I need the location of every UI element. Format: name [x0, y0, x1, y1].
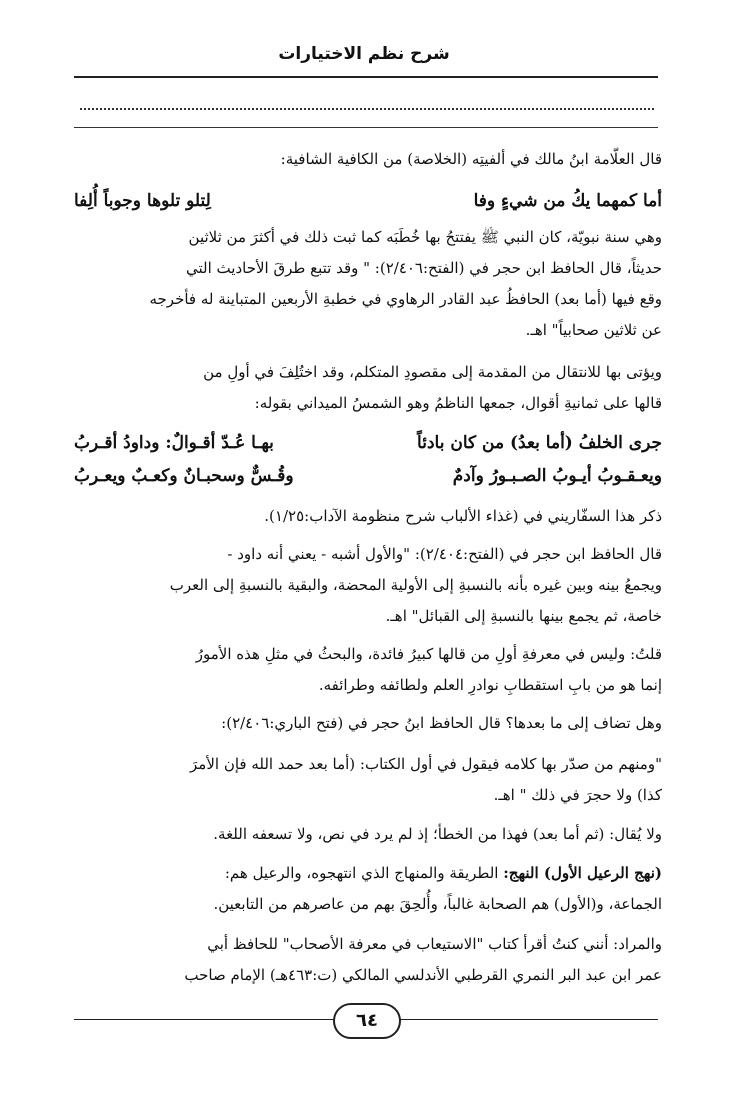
- term-definition: الطريقة والمنهاج الذي انتهجوه، والرعيل هم:: [224, 864, 504, 882]
- paragraph-7-line-2: كذا) ولا حجرَ في ذلك " اهـ.: [493, 786, 662, 804]
- term-heading: (نهج الرعيل الأول) النهج:: [503, 864, 662, 882]
- paragraph-10-line-1: والمراد: أنني كنتُ أقرأ كتاب "الاستيعاب في معرفة الأصحاب" للحافظ أبي: [207, 935, 662, 953]
- verse-3-second-hemistich: وقُـسٌّ وسحبـانٌ وكعـبٌ ويعـربُ: [74, 466, 294, 486]
- running-header: شرح نظم الاختيارات: [278, 44, 450, 64]
- paragraph-8: ولا يُقال: (ثم أما بعد) فهذا من الخطأ؛ إذ لم يرد في نص، ولا تسعفه اللغة.: [213, 825, 662, 843]
- paragraph-2-line-1: ويؤتى بها للانتقال من المقدمة إلى مقصودِ المتكلم، وقد اختُلِفَ في أولِ من: [203, 363, 662, 381]
- paragraph-9-line-2: الجماعة، و(الأول) هم الصحابة غالباً، وأُلحِقَ بهم من عاصرهم من التابعين.: [213, 895, 662, 913]
- paragraph-3: ذكر هذا السفّاريني في (غذاء الألباب شرح منظومة الآداب:١/٢٥).: [264, 507, 662, 525]
- paragraph-6: وهل تضاف إلى ما بعدها؟ قال الحافظ ابنُ حجر في (فتح الباري:٢/٤٠٦):: [221, 714, 662, 732]
- paragraph-7-line-1: "ومنهم من صدّر بها كلامه فيقول في أول الكتاب: (أما بعد حمد الله فإن الأمرَ: [190, 755, 662, 773]
- separator-line: [74, 127, 658, 128]
- header-rule: [74, 76, 658, 78]
- dotted-separator: [80, 108, 654, 110]
- paragraph-9-line-1: [74, 864, 662, 882]
- paragraph-10-line-2: عمر ابن عبد البر النمري القرطبي الأندلسي المالكي (ت:٤٦٣هـ) الإمام صاحب: [184, 966, 662, 984]
- paragraph-1-line-1: وهي سنة نبويّة، كان النبي ﷺ يفتتحُ بها خُطَبَه كما ثبت ذلك في أكثرَ من ثلاثين: [188, 228, 662, 246]
- paragraph-2-line-2: قالها على ثمانيةِ أقوال، جمعها الناظمُ وهو الشمسُ الميداني بقوله:: [254, 394, 662, 412]
- page-number: ٦٤: [333, 1003, 401, 1039]
- paragraph-4-line-1: قال الحافظ ابن حجر في (الفتح:٢/٤٠٤): "والأول أشبه - يعني أنه داود -: [227, 545, 662, 563]
- paragraph-5-line-2: إنما هو من بابِ استقطابِ نوادرِ العلم ولطائفه وطرائفه.: [318, 676, 662, 694]
- verse-1-first-hemistich: أما كمهما يكُ من شيءٍ وفا: [473, 191, 662, 211]
- paragraph-5-line-1: قلتُ: وليس في معرفةِ أولِ من قالها كبيرُ فائدة، والبحثُ في مثلِ هذه الأمورُ: [195, 645, 662, 663]
- paragraph-1-line-3: وقع فيها (أما بعد) الحافظُ عبد القادر الرهاوي في خطبةِ الأربعين المتباينة له فأخرجه: [149, 290, 662, 308]
- intro-line: قال العلّامة ابنُ مالك في ألفيتِه (الخلاصة) من الكافية الشافية:: [280, 150, 662, 168]
- paragraph-1-line-2: حديثاً، قال الحافظ ابن حجر في (الفتح:٢/٤٠٦): " وقد تتبع طرقَ الأحاديث التي: [186, 259, 662, 277]
- verse-1-second-hemistich: لِتلو تلوها وجوباً أُلِفا: [74, 191, 211, 211]
- verse-3-first-hemistich: ويعـقـوبُ أيـوبُ الصـبـورُ وآدمٌ: [452, 466, 662, 486]
- verse-2-second-hemistich: بهـا عُـدّ أقـوالٌ: وداودُ أقـربُ: [74, 433, 274, 453]
- paragraph-4-line-3: خاصة، ثم يجمع بينها بالنسبةِ إلى القبائل" اهـ.: [385, 607, 662, 625]
- paragraph-4-line-2: ويجمعُ بينه وبين غيره بأنه بالنسبةِ إلى الأولية المحضة، والبقية بالنسبةِ إلى العرب: [169, 576, 662, 594]
- verse-2-first-hemistich: جرى الخلفُ (أما بعدُ) من كان بادئاً: [417, 433, 662, 453]
- paragraph-1-line-4: عن ثلاثين صحابياً" اهـ.: [525, 321, 662, 339]
